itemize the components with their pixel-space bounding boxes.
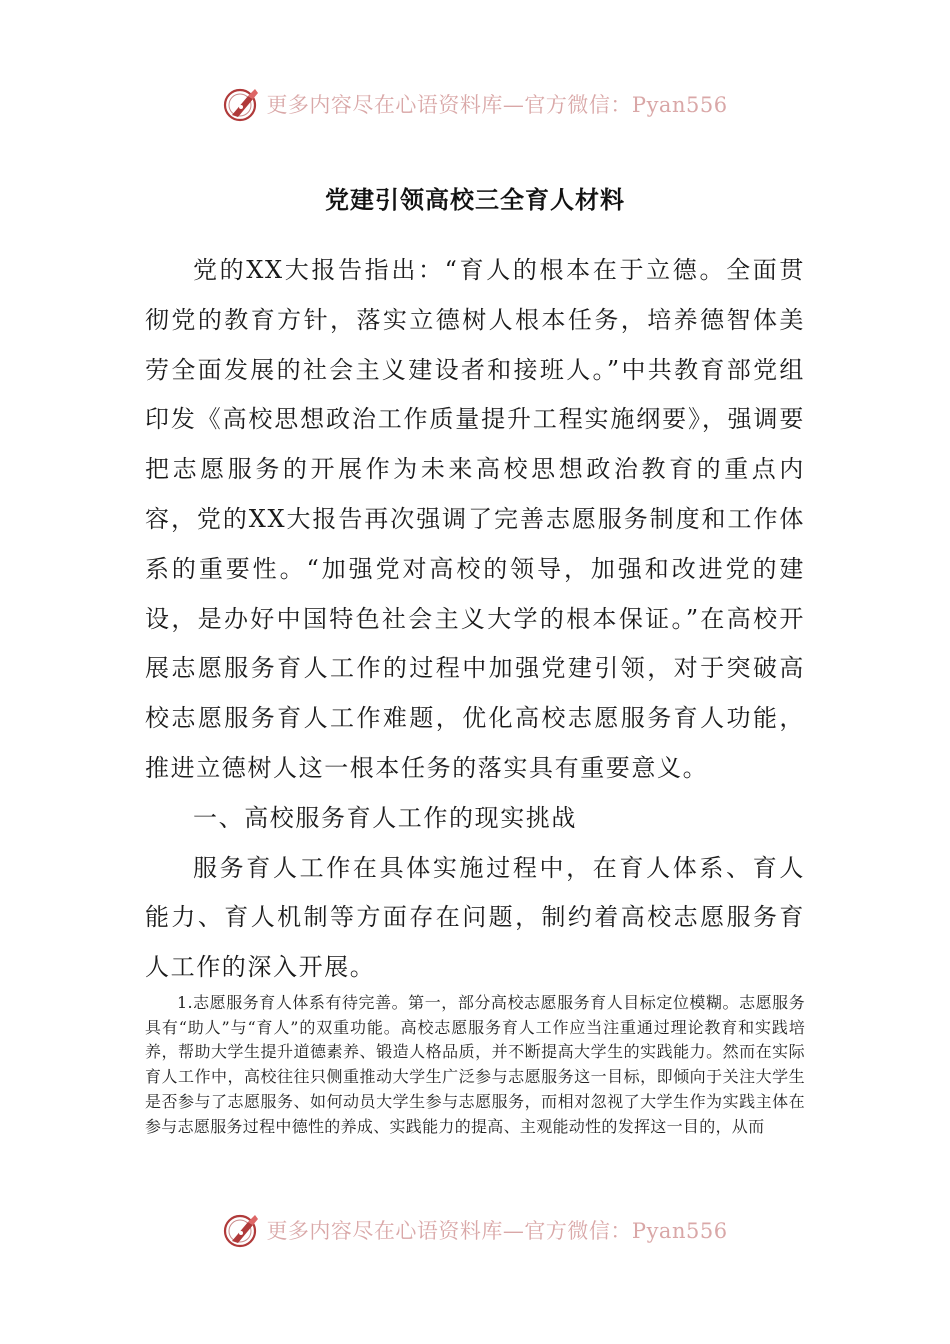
watermark-text: 更多内容尽在心语资料库—官方微信：Pyan556: [266, 93, 728, 117]
paragraph-intro: 党的XX大报告指出：“育人的根本在于立德。全面贯彻党的教育方针，落实立德树人根本任务，培养德智体美劳全面发展的社会主义建设者和接班人。”中共教育部党组印发《高校思想政治工作质量提升工程实施纲要》，强调要把志愿服务的开展作为未来高校思想政治教育的重点内容，党的XX大报告再次强调了完善志愿服务制度和工作体系的重要性。“加强党对高校的领导，加强和改进党的建设，是办好中国特色社会主义大学的根本保证。”在高校开展志愿服务育人工作的过程中加强党建引领，对于突破高校志愿服务育人工作难题，优化高校志愿服务育人功能，推进立德树人这一根本任务的落实具有重要意义。: [145, 256, 805, 782]
document-title: 党建引领高校三全育人材料: [325, 186, 625, 214]
pen-nib-seal-icon: [222, 84, 262, 124]
section-heading: 一、高校服务育人工作的现实挑战: [193, 803, 577, 832]
paragraph-system: 1.志愿服务育人体系有待完善。第一，部分高校志愿服务育人目标定位模糊。志愿服务具有“助人”与“育人”的双重功能。高校志愿服务育人工作应当注重通过理论教育和实践培养，帮助大学生提升道德素养、锻造人格品质，并不断提高大学生的实践能力。然而在实际育人工作中，高校往往只侧重推动大学生广泛参与志愿服务这一目标，即倾向于关注大学生是否参与了志愿服务、如何动员大学生参与志愿服务，而相对忽视了大学生作为实践主体在参与志愿服务过程中德性的养成、实践能力的提高、主观能动性的发挥这一目的，从而: [145, 993, 805, 1136]
document-small-text: [145, 991, 805, 1139]
header-watermark: [0, 82, 950, 126]
document-body: [145, 246, 805, 993]
footer-watermark: [0, 1208, 950, 1252]
paragraph-challenges: 服务育人工作在具体实施过程中，在育人体系、育人能力、育人机制等方面存在问题，制约着高校志愿服务育人工作的深入开展。: [145, 853, 805, 982]
pen-nib-seal-icon: [222, 1210, 262, 1250]
watermark-text: 更多内容尽在心语资料库—官方微信：Pyan556: [266, 1219, 728, 1243]
